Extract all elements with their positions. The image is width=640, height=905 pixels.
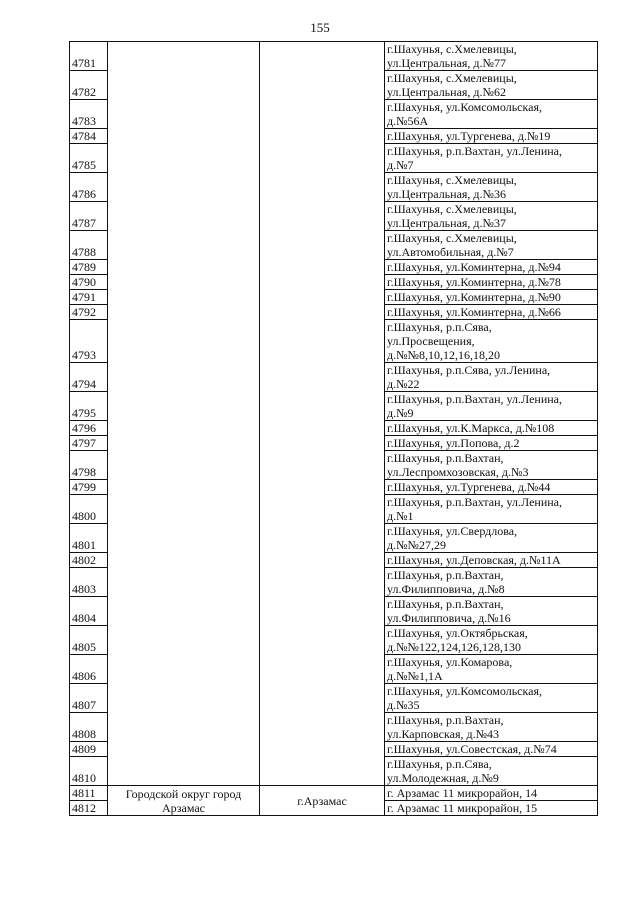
address-cell: г.Шахунья, р.п.Сява, ул.Просвещения, д.№№8,10,12,16,18,20 [385, 320, 598, 363]
address-cell: г.Шахунья, р.п.Вахтан, ул.Филипповича, д.№8 [385, 568, 598, 597]
address-cell: г.Шахунья, ул.Тургенева, д.№44 [385, 480, 598, 495]
address-cell: г.Шахунья, ул.Коминтерна, д.№66 [385, 305, 598, 320]
address-cell: г.Шахунья, ул.Октябрьская, д.№№122,124,126,128,130 [385, 626, 598, 655]
page-number: 155 [310, 20, 330, 35]
address-cell: г.Шахунья, ул.Тургенева, д.№19 [385, 129, 598, 144]
row-number: 4811 [70, 786, 108, 801]
row-number: 4782 [70, 71, 108, 100]
row-number: 4785 [70, 144, 108, 173]
row-number: 4784 [70, 129, 108, 144]
address-cell: г.Шахунья, р.п.Вахтан, ул.Ленина, д.№1 [385, 495, 598, 524]
address-cell: г.Шахунья, с.Хмелевицы, ул.Центральная, д.№77 [385, 42, 598, 71]
address-cell: г.Шахунья, ул.К.Маркса, д.№108 [385, 421, 598, 436]
address-cell: г.Шахунья, р.п.Вахтан, ул.Леспромхозовская, д.№3 [385, 451, 598, 480]
address-cell: г.Шахунья, ул.Комсомольская, д.№56А [385, 100, 598, 129]
locality-cell-empty [260, 42, 385, 786]
row-number: 4796 [70, 421, 108, 436]
address-cell: г.Шахунья, р.п.Вахтан, ул.Ленина, д.№9 [385, 392, 598, 421]
address-cell: г.Шахунья, с.Хмелевицы, ул.Автомобильная, д.№7 [385, 231, 598, 260]
row-number: 4802 [70, 553, 108, 568]
address-cell: г.Шахунья, ул.Коминтерна, д.№90 [385, 290, 598, 305]
address-cell: г.Шахунья, р.п.Вахтан, ул.Филипповича, д.№16 [385, 597, 598, 626]
row-number: 4783 [70, 100, 108, 129]
address-cell: г.Шахунья, с.Хмелевицы, ул.Центральная, д.№37 [385, 202, 598, 231]
row-number: 4786 [70, 173, 108, 202]
district-cell: Городской округ город Арзамас [108, 786, 260, 816]
address-cell: г.Шахунья, ул.Коминтерна, д.№78 [385, 275, 598, 290]
row-number: 4805 [70, 626, 108, 655]
address-cell: г.Шахунья, ул.Комсомольская, д.№35 [385, 684, 598, 713]
address-cell: г.Шахунья, ул.Совестская, д.№74 [385, 742, 598, 757]
row-number: 4787 [70, 202, 108, 231]
address-cell: г.Шахунья, ул.Комарова, д.№№1,1А [385, 655, 598, 684]
row-number: 4806 [70, 655, 108, 684]
district-cell-empty [108, 42, 260, 786]
locality-cell: г.Арзамас [260, 786, 385, 816]
address-cell: г.Шахунья, р.п.Вахтан, ул.Ленина, д.№7 [385, 144, 598, 173]
row-number: 4808 [70, 713, 108, 742]
row-number: 4791 [70, 290, 108, 305]
row-number: 4788 [70, 231, 108, 260]
row-number: 4804 [70, 597, 108, 626]
table-row [70, 786, 598, 801]
table-row [70, 42, 598, 71]
address-cell: г.Шахунья, с.Хмелевицы, ул.Центральная, д.№62 [385, 71, 598, 100]
row-number: 4781 [70, 42, 108, 71]
address-cell: г. Арзамас 11 микрорайон, 14 [385, 786, 598, 801]
row-number: 4793 [70, 320, 108, 363]
address-cell: г.Шахунья, ул.Деповская, д.№11А [385, 553, 598, 568]
address-cell: г.Шахунья, р.п.Сява, ул.Ленина, д.№22 [385, 363, 598, 392]
row-number: 4799 [70, 480, 108, 495]
table-body [70, 42, 598, 816]
address-cell: г.Шахунья, ул.Попова, д.2 [385, 436, 598, 451]
address-cell: г.Шахунья, ул.Свердлова, д.№№27,29 [385, 524, 598, 553]
row-number: 4801 [70, 524, 108, 553]
row-number: 4807 [70, 684, 108, 713]
address-cell: г.Шахунья, р.п.Сява, ул.Молодежная, д.№9 [385, 757, 598, 786]
row-number: 4790 [70, 275, 108, 290]
address-table [69, 41, 598, 816]
address-cell: г. Арзамас 11 микрорайон, 15 [385, 801, 598, 816]
row-number: 4803 [70, 568, 108, 597]
row-number: 4810 [70, 757, 108, 786]
row-number: 4789 [70, 260, 108, 275]
row-number: 4795 [70, 392, 108, 421]
row-number: 4794 [70, 363, 108, 392]
address-cell: г.Шахунья, с.Хмелевицы, ул.Центральная, д.№36 [385, 173, 598, 202]
row-number: 4797 [70, 436, 108, 451]
row-number: 4798 [70, 451, 108, 480]
address-cell: г.Шахунья, р.п.Вахтан, ул.Карповская, д.№43 [385, 713, 598, 742]
row-number: 4792 [70, 305, 108, 320]
row-number: 4800 [70, 495, 108, 524]
row-number: 4809 [70, 742, 108, 757]
address-cell: г.Шахунья, ул.Коминтерна, д.№94 [385, 260, 598, 275]
row-number: 4812 [70, 801, 108, 816]
